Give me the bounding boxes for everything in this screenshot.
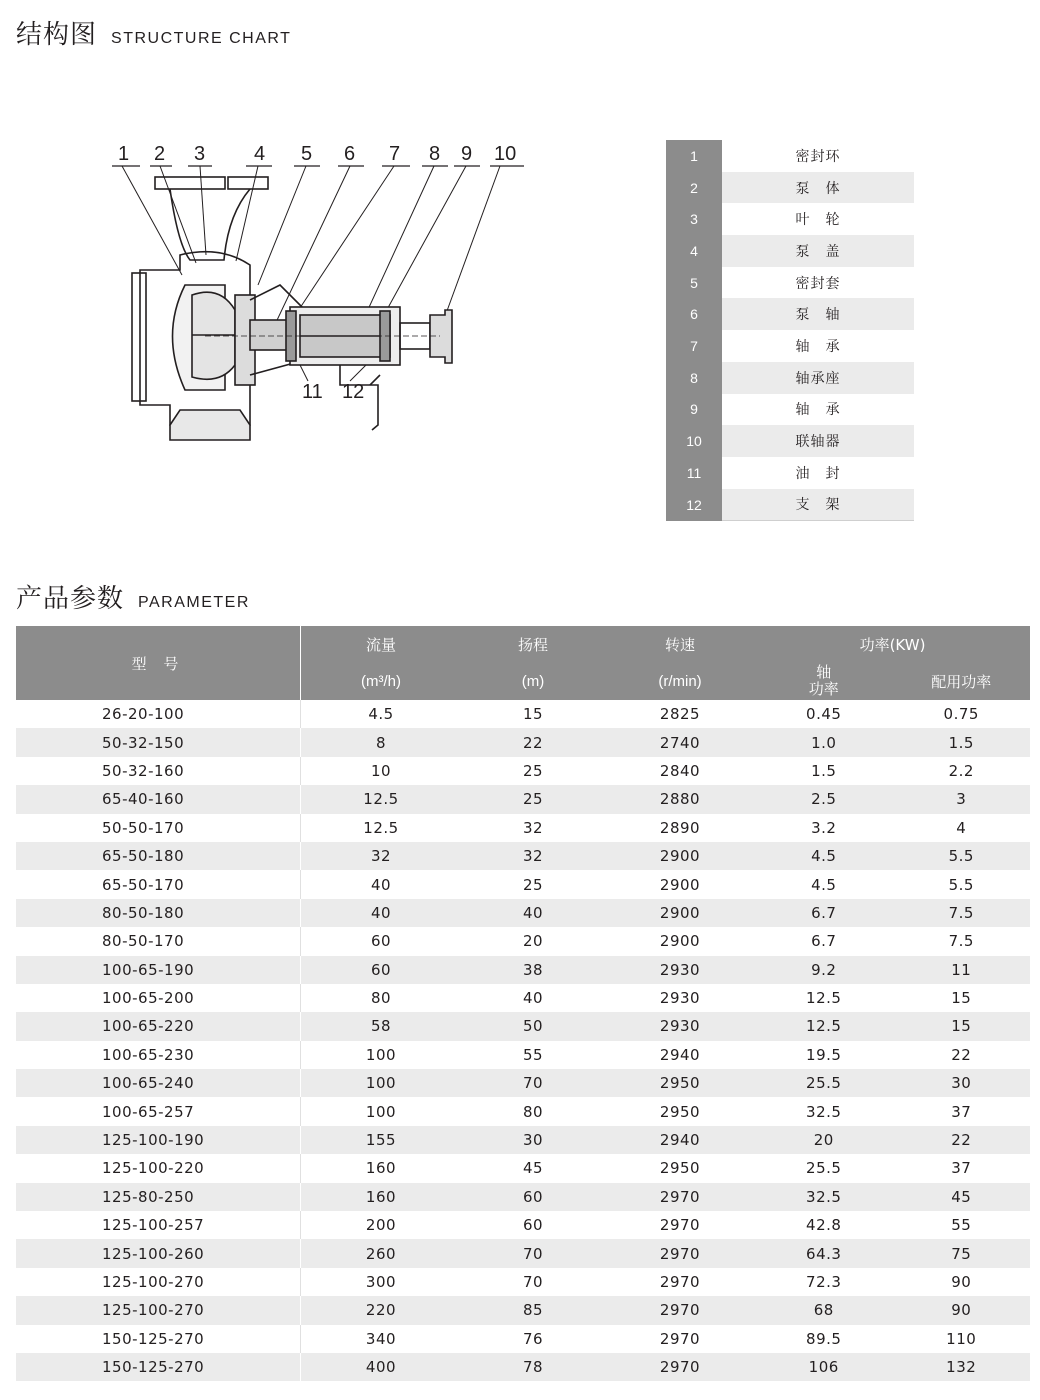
- cell-flow: 12.5: [301, 785, 462, 813]
- cell-head: 40: [522, 989, 544, 1008]
- cell-shaft-power: 12.5: [755, 1012, 893, 1040]
- table-row: [16, 814, 1030, 842]
- cell-motor-power: 7.5: [893, 899, 1031, 927]
- cell-flow: 300: [365, 1273, 397, 1291]
- parameter-title-cn: 产品参数: [16, 584, 125, 614]
- cell-head: 25: [522, 875, 544, 894]
- cell-motor-power: 45: [893, 1183, 1031, 1211]
- cell-head: 70: [461, 1069, 605, 1097]
- cell-head: 32: [522, 818, 544, 837]
- cell-shaft-power: 12.5: [806, 989, 842, 1008]
- cell-motor-power: 15: [951, 989, 972, 1008]
- table-row: [16, 728, 1030, 756]
- cell-speed: 2930: [605, 1012, 755, 1040]
- cell-flow: 40: [301, 899, 462, 927]
- cell-speed: 2950: [659, 1102, 701, 1121]
- cell-shaft-power: 72.3: [806, 1273, 842, 1291]
- part-number: 10: [666, 425, 722, 457]
- cell-shaft-power: 32.5: [755, 1183, 893, 1211]
- table-row: [16, 1154, 1030, 1182]
- table-row: [16, 1239, 1030, 1267]
- part-number: 4: [666, 235, 722, 267]
- cell-speed: 2940: [659, 1045, 701, 1064]
- cell-motor-power: 5.5: [948, 875, 974, 894]
- callout-2: 2: [154, 143, 166, 165]
- cell-head: 25: [522, 761, 544, 780]
- cell-head: 20: [522, 932, 544, 951]
- cell-motor-power: 11: [893, 956, 1031, 984]
- table-row: [16, 1296, 1030, 1324]
- cell-shaft-power: 32.5: [806, 1102, 842, 1121]
- cell-head: 55: [522, 1045, 544, 1064]
- cell-motor-power: 22: [951, 1045, 972, 1064]
- cell-shaft-power: 106: [755, 1353, 893, 1381]
- cell-flow: 220: [301, 1296, 462, 1324]
- cell-flow: 10: [370, 761, 392, 780]
- cell-motor-power: 4: [956, 818, 967, 837]
- table-row: [16, 757, 1030, 785]
- header-head: 扬程: [461, 626, 605, 662]
- cell-model: 125-100-270: [16, 1268, 301, 1296]
- legend-row: [666, 425, 914, 457]
- cell-shaft-power: 42.8: [806, 1216, 842, 1235]
- header-speed: 转速: [605, 626, 755, 662]
- callout-10: 10: [494, 143, 517, 165]
- legend-row: [666, 330, 914, 362]
- table-row: [16, 785, 1030, 813]
- part-name: 轴 承: [795, 402, 841, 419]
- header-shaft-power: [755, 662, 893, 700]
- cell-model: 65-50-170: [16, 870, 301, 898]
- parameter-table-header: [16, 626, 1030, 700]
- cell-speed: 2840: [659, 761, 701, 780]
- parameter-table-body: [16, 700, 1030, 1381]
- cell-speed: 2950: [659, 1159, 701, 1178]
- pump-casing: [132, 177, 452, 440]
- cell-flow: 60: [370, 932, 392, 951]
- cell-model: 26-20-100: [16, 700, 301, 728]
- cell-shaft-power: 9.2: [755, 956, 893, 984]
- header-head-unit: (m): [461, 662, 605, 700]
- header-shaft-power-line1: 轴: [816, 664, 832, 681]
- cell-shaft-power: 6.7: [755, 899, 893, 927]
- cell-motor-power: 1.5: [893, 728, 1031, 756]
- callout-4: 4: [254, 143, 266, 165]
- cell-head: 76: [522, 1329, 544, 1348]
- cell-motor-power: 2.2: [948, 761, 974, 780]
- cell-head: 50: [461, 1012, 605, 1040]
- cell-motor-power: 15: [893, 1012, 1031, 1040]
- callout-5: 5: [301, 143, 313, 165]
- part-number: 12: [666, 489, 722, 521]
- table-row: [16, 984, 1030, 1012]
- part-number: 6: [666, 298, 722, 330]
- cell-model: 100-65-220: [16, 1012, 301, 1040]
- cell-shaft-power: 2.5: [755, 785, 893, 813]
- cell-shaft-power: 4.5: [755, 842, 893, 870]
- cell-flow: 155: [301, 1126, 462, 1154]
- part-number: 1: [666, 140, 722, 172]
- cell-motor-power: 75: [893, 1239, 1031, 1267]
- cell-model: 100-65-257: [16, 1097, 301, 1125]
- cell-speed: 2825: [659, 705, 701, 724]
- legend-row: [666, 489, 914, 521]
- table-row: [16, 1353, 1030, 1381]
- cell-speed: 2970: [659, 1329, 701, 1348]
- cell-model: 100-65-190: [16, 956, 301, 984]
- cell-motor-power: 90: [951, 1273, 972, 1291]
- header-speed-unit: (r/min): [605, 662, 755, 700]
- pump-structure-diagram: [100, 135, 540, 455]
- part-number: 9: [666, 394, 722, 426]
- part-name: 泵 轴: [722, 298, 914, 330]
- cell-flow: 40: [370, 875, 392, 894]
- cell-shaft-power: 0.45: [806, 705, 842, 724]
- cell-model: 100-65-240: [16, 1069, 301, 1097]
- cell-flow: 58: [301, 1012, 462, 1040]
- part-name: 泵 盖: [722, 235, 914, 267]
- cell-speed: 2970: [659, 1273, 701, 1291]
- cell-motor-power: 7.5: [948, 932, 974, 951]
- callout-6: 6: [344, 143, 356, 165]
- header-flow: 流量: [301, 626, 462, 662]
- legend-row: [666, 140, 914, 172]
- cell-flow: 100: [301, 1069, 462, 1097]
- header-flow-unit: (m³/h): [301, 662, 462, 700]
- cell-model: 80-50-180: [16, 899, 301, 927]
- cell-model: 50-32-150: [16, 728, 301, 756]
- cell-speed: 2930: [659, 989, 701, 1008]
- cell-speed: 2950: [605, 1069, 755, 1097]
- legend-row: [666, 172, 914, 204]
- part-number: 5: [666, 267, 722, 299]
- cell-model: 125-100-260: [16, 1239, 301, 1267]
- table-row: [16, 1041, 1030, 1069]
- cell-model: 125-80-250: [16, 1183, 301, 1211]
- cell-shaft-power: 20: [755, 1126, 893, 1154]
- cell-motor-power: 22: [893, 1126, 1031, 1154]
- table-row: [16, 700, 1030, 728]
- cell-model: 100-65-230: [16, 1041, 301, 1069]
- legend-row: [666, 394, 914, 426]
- callout-7: 7: [389, 143, 401, 165]
- structure-title-en: STRUCTURE CHART: [111, 30, 292, 47]
- table-row: [16, 1211, 1030, 1239]
- cell-speed: 2940: [605, 1126, 755, 1154]
- cell-model: 125-100-257: [16, 1211, 301, 1239]
- cell-head: 80: [522, 1102, 544, 1121]
- table-row: [16, 1183, 1030, 1211]
- cell-motor-power: 3: [893, 785, 1031, 813]
- cell-flow: 200: [365, 1216, 397, 1235]
- cell-flow: 8: [301, 728, 462, 756]
- table-row: [16, 956, 1030, 984]
- header-shaft-power-line2: 功率: [808, 681, 839, 698]
- parameter-section-title: [16, 578, 250, 615]
- part-name: 支 架: [722, 489, 914, 521]
- legend-row: [666, 362, 914, 394]
- cell-flow: 160: [365, 1159, 397, 1178]
- cell-flow: 32: [301, 842, 462, 870]
- cell-shaft-power: 25.5: [755, 1069, 893, 1097]
- legend-row: [666, 235, 914, 267]
- table-row: [16, 1268, 1030, 1296]
- cell-flow: 160: [301, 1183, 462, 1211]
- cell-motor-power: 37: [951, 1102, 972, 1121]
- structure-title-cn: 结构图: [16, 20, 98, 50]
- cell-speed: 2970: [605, 1296, 755, 1324]
- header-model: 型 号: [16, 626, 301, 700]
- part-name: 联轴器: [722, 425, 914, 457]
- cell-model: 125-100-220: [16, 1154, 301, 1182]
- table-row: [16, 870, 1030, 898]
- part-number: 11: [666, 457, 722, 489]
- part-number: 3: [666, 203, 722, 235]
- cell-model: 125-100-270: [16, 1296, 301, 1324]
- cell-speed: 2880: [605, 785, 755, 813]
- cell-motor-power: 37: [951, 1159, 972, 1178]
- cell-head: 25: [461, 785, 605, 813]
- cell-shaft-power: 3.2: [811, 818, 837, 837]
- cell-model: 65-40-160: [16, 785, 301, 813]
- cell-head: 22: [461, 728, 605, 756]
- part-number: 2: [666, 172, 722, 204]
- cell-model: 65-50-180: [16, 842, 301, 870]
- cell-shaft-power: 1.0: [755, 728, 893, 756]
- cell-shaft-power: 64.3: [755, 1239, 893, 1267]
- legend-row: [666, 267, 914, 299]
- cell-head: 70: [461, 1239, 605, 1267]
- table-row: [16, 1325, 1030, 1353]
- cell-flow: 4.5: [368, 705, 394, 724]
- cell-model: 150-125-270: [16, 1353, 301, 1381]
- cell-speed: 2890: [659, 818, 701, 837]
- cell-speed: 2900: [605, 899, 755, 927]
- header-power: 功率(KW): [755, 626, 1030, 662]
- cell-speed: 2970: [605, 1183, 755, 1211]
- cell-head: 38: [461, 956, 605, 984]
- cell-model: 50-32-160: [16, 757, 301, 785]
- table-row: [16, 927, 1030, 955]
- cell-motor-power: 110: [946, 1329, 977, 1348]
- cell-head: 15: [522, 705, 544, 724]
- part-name: 密封套: [795, 275, 841, 292]
- cell-shaft-power: 25.5: [806, 1159, 842, 1178]
- table-row: [16, 842, 1030, 870]
- part-number: 7: [666, 330, 722, 362]
- cell-speed: 2970: [605, 1353, 755, 1381]
- part-name: 叶 轮: [795, 212, 841, 229]
- callout-8: 8: [429, 143, 441, 165]
- cell-flow: 60: [301, 956, 462, 984]
- cell-speed: 2740: [605, 728, 755, 756]
- cell-model: 150-125-270: [16, 1325, 301, 1353]
- cell-speed: 2930: [605, 956, 755, 984]
- legend-row: [666, 203, 914, 235]
- parameter-table: [16, 626, 1030, 1381]
- cell-head: 85: [461, 1296, 605, 1324]
- table-row: [16, 1097, 1030, 1125]
- cell-speed: 2900: [659, 932, 701, 951]
- cell-shaft-power: 89.5: [806, 1329, 842, 1348]
- cell-motor-power: 55: [951, 1216, 972, 1235]
- cell-motor-power: 90: [893, 1296, 1031, 1324]
- part-name: 轴 承: [795, 338, 841, 355]
- cell-head: 78: [461, 1353, 605, 1381]
- cell-flow: 100: [365, 1102, 397, 1121]
- cell-flow: 12.5: [363, 818, 399, 837]
- table-row: [16, 1012, 1030, 1040]
- cell-flow: 400: [301, 1353, 462, 1381]
- cell-motor-power: 30: [893, 1069, 1031, 1097]
- cell-model: 125-100-190: [16, 1126, 301, 1154]
- legend-row: [666, 457, 914, 489]
- cell-flow: 340: [365, 1329, 397, 1348]
- callout-11: 11: [302, 381, 323, 403]
- cell-model: 100-65-200: [16, 984, 301, 1012]
- part-name: 轴承座: [722, 362, 914, 394]
- cell-head: 30: [461, 1126, 605, 1154]
- cell-speed: 2970: [605, 1239, 755, 1267]
- cell-shaft-power: 6.7: [811, 932, 837, 951]
- cell-flow: 260: [301, 1239, 462, 1267]
- cell-flow: 100: [365, 1045, 397, 1064]
- part-number: 8: [666, 362, 722, 394]
- header-motor-power: 配用功率: [893, 662, 1031, 700]
- structure-section-title: [16, 14, 291, 51]
- table-row: [16, 899, 1030, 927]
- parts-legend-table: [666, 140, 914, 521]
- cell-speed: 2970: [659, 1216, 701, 1235]
- cell-speed: 2900: [605, 842, 755, 870]
- cell-speed: 2900: [659, 875, 701, 894]
- cell-head: 60: [461, 1183, 605, 1211]
- cell-motor-power: 132: [893, 1353, 1031, 1381]
- cell-head: 45: [522, 1159, 544, 1178]
- cell-head: 70: [522, 1273, 544, 1291]
- cell-shaft-power: 1.5: [811, 761, 837, 780]
- cell-motor-power: 5.5: [893, 842, 1031, 870]
- part-name: 油 封: [795, 465, 841, 482]
- callout-3: 3: [194, 143, 206, 165]
- callout-1: 1: [118, 143, 130, 165]
- cell-shaft-power: 19.5: [806, 1045, 842, 1064]
- cell-model: 80-50-170: [16, 927, 301, 955]
- cell-motor-power: 0.75: [943, 705, 979, 724]
- cell-model: 50-50-170: [16, 814, 301, 842]
- cell-shaft-power: 68: [755, 1296, 893, 1324]
- callout-9: 9: [461, 143, 473, 165]
- part-name: 密封环: [795, 148, 841, 165]
- callout-12: 12: [342, 381, 365, 403]
- cell-head: 32: [461, 842, 605, 870]
- table-row: [16, 1069, 1030, 1097]
- parameter-title-en: PARAMETER: [138, 594, 250, 611]
- legend-row: [666, 298, 914, 330]
- cell-flow: 80: [370, 989, 392, 1008]
- table-row: [16, 1126, 1030, 1154]
- part-name: 泵 体: [722, 172, 914, 204]
- cell-shaft-power: 4.5: [811, 875, 837, 894]
- cell-head: 40: [461, 899, 605, 927]
- cell-head: 60: [522, 1216, 544, 1235]
